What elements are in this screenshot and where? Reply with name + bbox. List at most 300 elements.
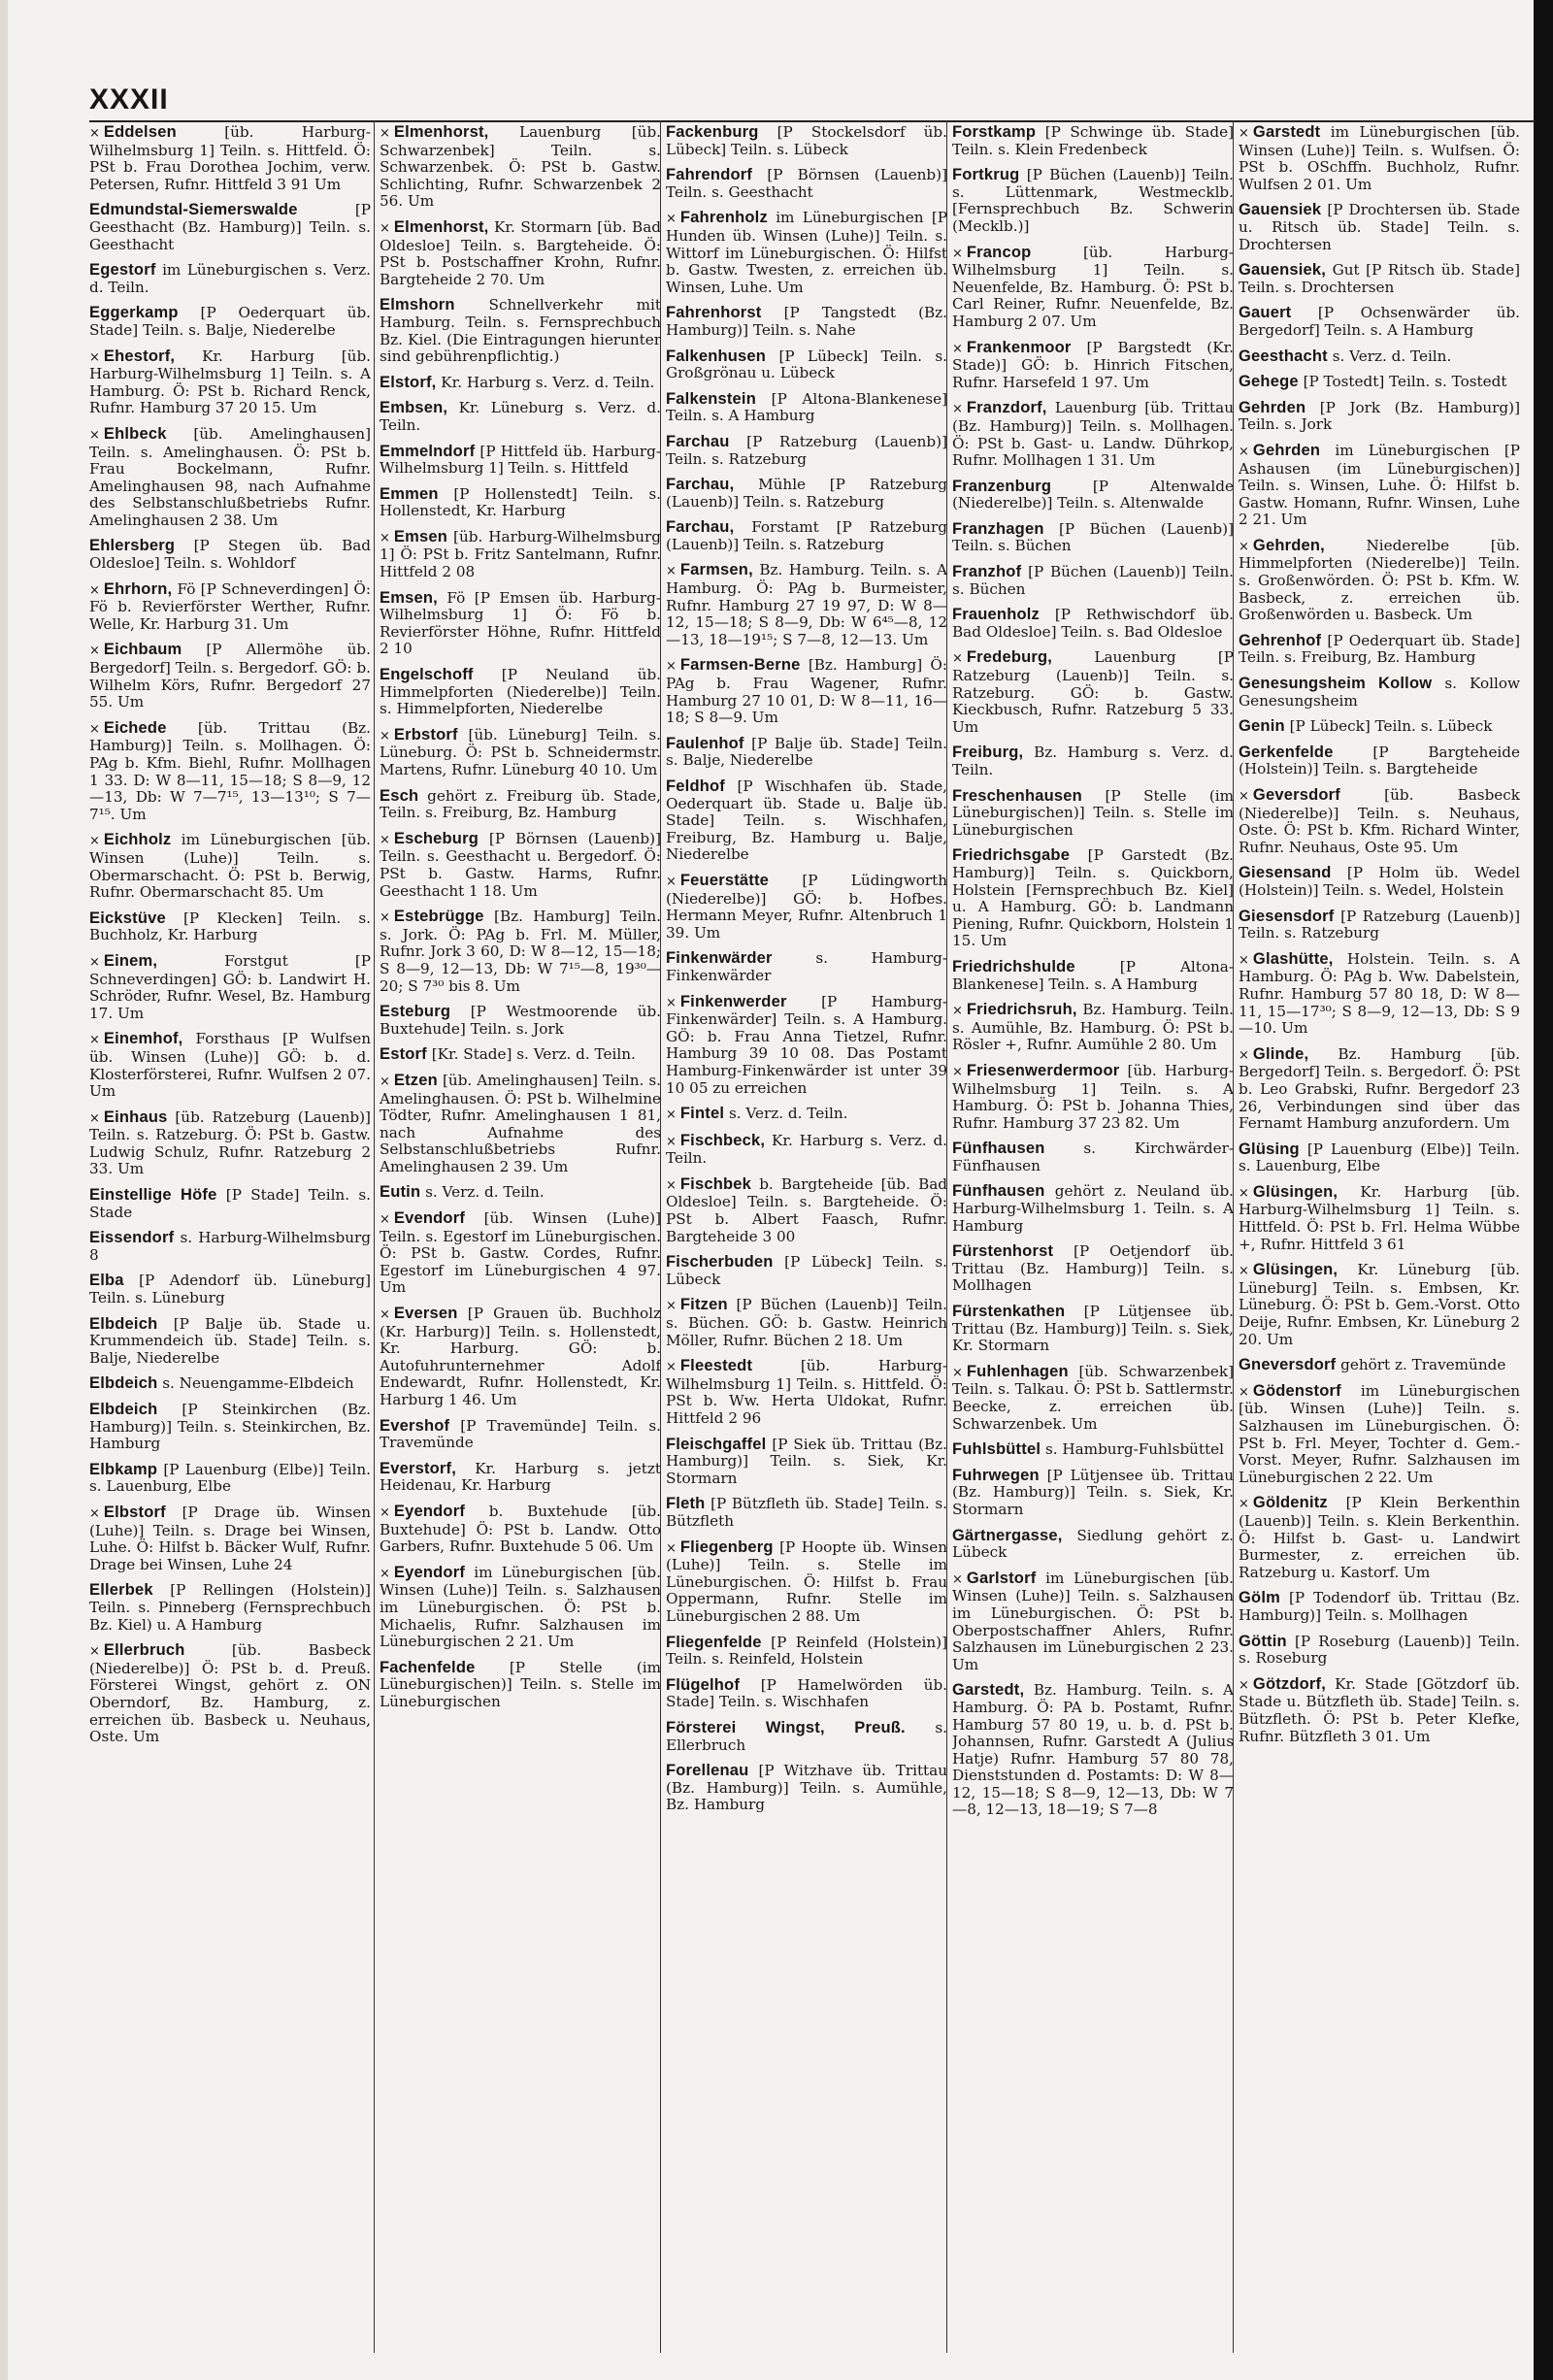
directory-entry: [952, 564, 1234, 598]
post-office-mark-icon: ×: [666, 995, 677, 1010]
entry-text: [üb. Harburg-Wilhelmsburg 1] Ö: PSt b. Fritz Santelmann, Rufnr. Hittfeld 2 08: [380, 527, 661, 581]
post-office-mark-icon: ×: [89, 1033, 100, 1048]
post-office-mark-icon: ×: [380, 910, 390, 926]
entry-text: Fö [P Schneverdingen] Ö: Fö b. Revierförster Werther, Rufnr. Welle, Kr. Harburg 31. Um: [89, 579, 371, 633]
entry-text: im Lüneburgischen [üb. Winsen (Luhe)] Teiln. s. Wulfsen. Ö: PSt b. OSchffn. Buchholz, Rufnr. Wulfsen 2 01. Um: [1239, 124, 1520, 193]
post-office-mark-icon: ×: [380, 530, 390, 545]
post-office-mark-icon: ×: [666, 874, 677, 889]
entry-text: Kr. Harburg s. jetzt Heidenau, Kr. Harburg: [380, 1459, 661, 1495]
post-office-mark-icon: ×: [1239, 1384, 1249, 1400]
entry-headword: Fredeburg,: [966, 648, 1053, 667]
directory-entry: [380, 667, 661, 718]
entry-headword: Farmsen,: [679, 561, 753, 579]
entry-text: s. Kollow Genesungsheim: [1239, 675, 1520, 710]
directory-entry: [1239, 1590, 1520, 1624]
directory-entry: [952, 959, 1234, 993]
entry-text: [P Geesthacht (Bz. Hamburg)] Teiln. s. Geesthacht: [89, 201, 371, 253]
entry-headword: Elbstorf: [103, 1503, 166, 1521]
directory-entry: [952, 400, 1234, 469]
directory-entry: [380, 1504, 661, 1556]
post-office-mark-icon: ×: [380, 1307, 390, 1323]
directory-entry: [380, 788, 661, 822]
entry-text: [üb. Harburg-Wilhelmsburg 1] Teiln. s. A Hamburg. Ö: PSt b. Johanna Thies, Rufnr. Hamburg 37 23 82. Um: [952, 1061, 1234, 1132]
entry-text: Forsthaus [P Wulfsen üb. Winsen (Luhe)] GÖ: b. d. Klosterförsterei, Rufnr. Wulfsen 2 07. Um: [89, 1030, 371, 1101]
entry-headword: Friedrichshulde: [952, 957, 1075, 975]
directory-entry: [89, 832, 371, 901]
entry-text: im Lüneburgischen s. Verz. d. Teiln.: [89, 261, 371, 296]
entry-headword: Fuhrwegen: [952, 1466, 1040, 1484]
directory-entry: [89, 348, 371, 417]
post-office-mark-icon: ×: [380, 1504, 390, 1520]
entry-headword: Fintel: [679, 1105, 725, 1123]
post-office-mark-icon: ×: [89, 427, 100, 443]
entry-headword: Einhaus: [103, 1107, 168, 1126]
directory-entry: [380, 1660, 661, 1711]
directory-entry: [666, 562, 947, 648]
directory-entry: [380, 1184, 661, 1202]
entry-headword: Emmen: [380, 484, 439, 503]
entry-text: [P Rethwischdorf üb. Bad Oldesloe] Teiln. s. Bad Oldesloe: [952, 606, 1234, 641]
post-office-mark-icon: ×: [89, 582, 100, 598]
entry-headword: Fachenfelde: [380, 1658, 476, 1676]
post-office-mark-icon: ×: [666, 564, 677, 579]
directory-entry: [1239, 305, 1520, 339]
entry-text: [P Stelle (im Lüneburgischen)] Teiln. s. Stelle im Lüneburgischen: [952, 786, 1234, 839]
directory-entry: [89, 1109, 371, 1178]
entry-text: [P Altona-Blankenese] Teiln. s. A Hamburg: [952, 957, 1234, 993]
entry-headword: Etzen: [393, 1071, 438, 1089]
entry-headword: Estebrügge: [393, 908, 484, 926]
directory-entry: [1239, 348, 1520, 366]
entry-text: Bz. Hamburg [üb. Bergedorf] Teiln. s. Bergedorf. Ö: PSt b. Leo Grabski, Rufnr. Bergedorf 23 26, Verbindungen sind über das Fernamt Hamburg anzufordern. Um: [1239, 1044, 1520, 1133]
column-4: [952, 124, 1234, 2357]
directory-entry: [1239, 1262, 1520, 1348]
entry-text: [P Drochtersen üb. Stade u. Ritsch üb. Stade] Teiln. s. Drochtersen: [1239, 201, 1520, 253]
entry-headword: Eichede: [103, 718, 167, 737]
entry-text: [P Jork (Bz. Hamburg)] Teiln. s. Jork: [1239, 398, 1520, 434]
entry-text: [P Bützfleth üb. Stade] Teiln. s. Bützfleth: [666, 1495, 947, 1530]
entry-headword: Fürstenkathen: [952, 1303, 1066, 1321]
directory-entry: [952, 1304, 1234, 1355]
entry-text: [P Neuland üb. Himmelpforten (Niederelbe)] Teiln. s. Himmelpforten, Niederelbe: [380, 666, 661, 718]
entry-text: [P Steinkirchen (Bz. Hamburg)] Teiln. s. Steinkirchen, Bz. Hamburg: [89, 1401, 371, 1453]
post-office-mark-icon: ×: [666, 1360, 677, 1375]
entry-text: [Bz. Hamburg] Ö: PAg b. Frau Wagener, Rufnr. Hamburg 27 10 01, D: W 8—11, 16—18; S 8—9. Um: [666, 656, 947, 727]
entry-text: [P Börnsen (Lauenb)] Teiln. s. Geesthacht u. Bergedorf. Ö: PSt b. Gastw. Harms, Rufnr. Geesthacht 1 18. Um: [380, 829, 661, 900]
post-office-mark-icon: ×: [952, 246, 963, 261]
directory-entry: [666, 950, 947, 984]
entry-text: [üb. Lüneburg] Teiln. s. Lüneburg. Ö: PSt b. Schneidermstr. Martens, Rufnr. Lüneburg 40 10. Um: [380, 725, 661, 778]
directory-entry: [89, 1375, 371, 1393]
entry-headword: Eutin: [380, 1183, 421, 1202]
entry-text: Lauenburg [üb. Schwarzenbek] Teiln. s. Schwarzenbek. Ö: PSt b. Gastw. Schlichting, Rufnr. Schwarzenbek 2 56. Um: [380, 124, 661, 211]
entry-headword: Geversdorf: [1252, 786, 1340, 804]
directory-entry: [666, 348, 947, 382]
post-office-mark-icon: ×: [89, 954, 100, 970]
directory-entry: [1239, 538, 1520, 624]
directory-entry: [89, 305, 371, 339]
directory-entry: [380, 590, 661, 658]
directory-entry: [666, 1176, 947, 1245]
entry-headword: Franzhagen: [952, 519, 1044, 538]
entry-headword: Franzenburg: [952, 477, 1052, 495]
directory-entry: [1239, 1676, 1520, 1745]
entry-text: gehört z. Travemünde: [1340, 1356, 1506, 1374]
directory-entry: [380, 444, 661, 478]
entry-text: [üb. Ratzeburg (Lauenb)] Teiln. s. Ratzeburg. Ö: PSt b. Gastw. Ludwig Schulz, Rufnr. Ratzeburg 2 33. Um: [89, 1107, 371, 1178]
directory-entry: [89, 1504, 371, 1573]
entry-text: [P Allermöhe üb. Bergedorf] Teiln. s. Bergedorf. GÖ: b. Wilhelm Körs, Rufnr. Bergedorf 27 55. Um: [89, 641, 371, 711]
entry-text: Kr. Harburg s. Verz. d. Teiln.: [441, 373, 655, 391]
directory-entry: [1239, 633, 1520, 667]
entry-text: [P Hollenstedt] Teiln. s. Hollenstedt, Kr. Harburg: [380, 484, 661, 520]
entry-headword: Fortkrug: [952, 166, 1020, 184]
entry-headword: Eyendorf: [393, 1563, 466, 1581]
post-office-mark-icon: ×: [952, 1064, 963, 1079]
directory-entry: [952, 1183, 1234, 1235]
entry-text: s. Verz. d. Teiln.: [728, 1105, 848, 1123]
entry-headword: Emsen,: [380, 588, 438, 607]
entry-text: [P Hamburg-Finkenwärder] Teiln. s. A Hamburg. GÖ: b. Frau Anna Tietzel, Rufnr. Hamburg 39 10 08. Das Postamt Hamburg-Finkenwärder ist unter 39 10 05 zu erreichen: [666, 992, 947, 1097]
directory-entry: [1239, 744, 1520, 778]
directory-entry: [380, 400, 661, 434]
entry-headword: Genesungsheim Kollow: [1239, 675, 1433, 693]
column-2: [380, 124, 661, 2357]
entry-text: [P Büchen (Lauenb)] Teiln. s. Lüttenmark, Westmecklb. [Fernsprechbuch Bz. Schwerin (Mecklb.)]: [952, 166, 1234, 235]
directory-entry: [952, 1002, 1234, 1054]
entry-text: s. Kirchwärder-Fünfhausen: [952, 1140, 1234, 1174]
directory-entry: [1239, 1634, 1520, 1668]
directory-entry: [952, 1063, 1234, 1132]
post-office-mark-icon: ×: [666, 1107, 677, 1123]
entry-text: [P Lübeck] Teiln. s. Großgrönau u. Lübeck: [666, 347, 947, 382]
post-office-mark-icon: ×: [1239, 126, 1249, 141]
entry-text: [üb. Basbeck (Niederelbe)] Teiln. s. Neuhaus, Oste. Ö: PSt b. Kfm. Richard Winter, Rufnr. Neuhaus, Oste 95. Um: [1239, 786, 1520, 856]
directory-entry: [380, 1004, 661, 1038]
directory-entry: [1239, 1184, 1520, 1253]
entry-headword: Gärtnergasse,: [952, 1526, 1063, 1544]
directory-entry: [952, 1364, 1234, 1433]
directory-entry: [380, 727, 661, 779]
directory-entry: [1239, 676, 1520, 710]
entry-text: [üb. Harburg-Wilhelmsburg 1] Teiln. s. Hittfeld. Ö: PSt b. Frau Dorothea Jochim, verw. Petersen, Rufnr. Hittfeld 3 91 Um: [89, 124, 371, 193]
directory-entry: [380, 1046, 661, 1064]
directory-entry: [666, 391, 947, 425]
entry-text: [P Westmoorende üb. Buxtehude] Teiln. s. Jork: [380, 1003, 661, 1038]
post-office-mark-icon: ×: [1239, 1047, 1249, 1063]
entry-headword: Eddelsen: [103, 124, 177, 141]
post-office-mark-icon: ×: [380, 1074, 390, 1089]
entry-headword: Edmundstal-Siemerswalde: [89, 201, 298, 219]
post-office-mark-icon: ×: [89, 349, 100, 365]
entry-headword: Götzdorf,: [1252, 1674, 1327, 1693]
directory-entry: [380, 375, 661, 392]
directory-entry: [952, 744, 1234, 778]
entry-headword: Frauenholz: [952, 606, 1041, 624]
entry-headword: Gneversdorf: [1239, 1356, 1337, 1374]
entry-headword: Fünfhausen: [952, 1140, 1045, 1158]
directory-entry: [952, 607, 1234, 641]
post-office-mark-icon: ×: [952, 1571, 963, 1587]
directory-entry: [666, 519, 947, 553]
entry-text: [P Lauenburg (Elbe)] Teiln. s. Lauenburg, Elbe: [1239, 1140, 1520, 1175]
entry-headword: Garstedt,: [952, 1681, 1025, 1700]
directory-entry: [1239, 400, 1520, 434]
entry-text: Bz. Hamburg. Teiln. s. Aumühle, Bz. Hamburg. Ö: PSt b. Rösler +, Rufnr. Aumühle 2 80. Um: [952, 1001, 1234, 1054]
entry-text: b. Buxtehude [üb. Buxtehude] Ö: PSt b. Landw. Otto Garbers, Rufnr. Buxtehude 5 06. Um: [380, 1502, 661, 1556]
entry-text: [P Hoopte üb. Winsen (Luhe)] Teiln. s. Stelle im Lüneburgischen. Ö: Hilfst b. Frau Oppermann, Rufnr. Stelle im Lüneburgischen 2 88. Um: [666, 1537, 947, 1625]
entry-text: Kr. Lüneburg s. Verz. d. Teiln.: [380, 399, 661, 434]
entry-headword: Finkenwärder: [666, 949, 773, 968]
entry-headword: Finkenwerder: [679, 992, 787, 1010]
directory-entry: [666, 1133, 947, 1168]
entry-headword: Gauensiek,: [1239, 261, 1327, 280]
directory-entry: [89, 953, 371, 1022]
post-office-mark-icon: ×: [1239, 1185, 1249, 1201]
entry-headword: Einem,: [103, 951, 158, 970]
entry-text: s. Verz. d. Teiln.: [1332, 347, 1452, 365]
entry-text: Niederelbe [üb. Himmelpforten (Niederelbe)] Teiln. s. Großenwörden. Ö: PSt b. Kfm. W. Basbeck, z. erreichen üb. Großenwörden u. Basbeck. Um: [1239, 536, 1520, 624]
directory-entry: [666, 477, 947, 511]
entry-text: Bz. Hamburg. Teiln. s. A Hamburg. Ö: PAg b. Burmeister, Rufnr. Hamburg 27 19 97, D: W 8—12, 15—18; S 8—9, Db: W 6⁴⁵—8, 12—13, 18—19¹⁵; S 7—8, 12—13. Um: [666, 561, 947, 648]
column-5: [1239, 124, 1520, 2357]
directory-entry: [89, 720, 371, 824]
directory-entry: [380, 1461, 661, 1495]
entry-text: [P Siek üb. Trittau (Bz. Hamburg)] Teiln. s. Siek, Kr. Stormarn: [666, 1435, 947, 1487]
post-office-mark-icon: ×: [380, 1212, 390, 1228]
entry-text: [üb. Winsen (Luhe)] Teiln. s. Egestorf im Lüneburgischen. Ö: PSt b. Gastw. Cordes, Rufnr. Egestorf im Lüneburgischen 4 97. Um: [380, 1209, 661, 1297]
directory-entry: [952, 479, 1234, 512]
column-3: [666, 124, 947, 2357]
directory-entry: [1239, 1495, 1520, 1581]
entry-text: [P Börnsen (Lauenb)] Teiln. s. Geesthacht: [666, 166, 947, 201]
entry-headword: Evershof: [380, 1416, 450, 1435]
directory-entry: [952, 1243, 1234, 1295]
entry-headword: Frankenmoor: [966, 338, 1072, 356]
directory-entry: [380, 909, 661, 995]
entry-headword: Gehege: [1239, 373, 1299, 391]
entry-headword: Garstedt: [1252, 124, 1321, 141]
entry-text: [P Lüdingworth (Niederelbe)] GÖ: b. Hofbes. Hermann Meyer, Rufnr. Altenbruch 1 39. Um: [666, 871, 947, 942]
entry-headword: Ellerbek: [89, 1581, 153, 1600]
directory-entry: [952, 847, 1234, 950]
entry-headword: Glüsingen,: [1252, 1182, 1338, 1201]
post-office-mark-icon: ×: [952, 1004, 963, 1019]
entry-text: [P Todendorf üb. Trittau (Bz. Hamburg)] Teiln. s. Mollhagen: [1239, 1589, 1520, 1624]
entry-headword: Eichholz: [103, 831, 172, 849]
post-office-mark-icon: ×: [380, 1566, 390, 1581]
entry-headword: Emsen: [393, 527, 448, 545]
directory-entry: [666, 1437, 947, 1488]
entry-headword: Göldenitz: [1252, 1494, 1328, 1512]
directory-entry: [666, 210, 947, 296]
post-office-mark-icon: ×: [666, 1134, 677, 1149]
post-office-mark-icon: ×: [380, 220, 390, 236]
entry-text: [P Hamelwörden üb. Stade] Teiln. s. Wischhafen: [666, 1675, 947, 1711]
directory-entry: [380, 831, 661, 900]
entry-headword: Garlstorf: [966, 1569, 1037, 1587]
post-office-mark-icon: ×: [666, 1540, 677, 1556]
entry-text: [P Wischhafen üb. Stade, Oederquart üb. Stade u. Balje üb. Stade] Teiln. s. Wischhafen, Freiburg, Bz. Hamburg u. Balje, Niederelbe: [666, 777, 947, 864]
entry-headword: Gehrden: [1252, 441, 1321, 459]
header-rule: [89, 120, 1536, 122]
directory-entry: [666, 736, 947, 770]
entry-headword: Francop: [966, 243, 1032, 261]
post-office-mark-icon: ×: [666, 1177, 677, 1193]
entry-headword: Emmelndorf: [380, 442, 476, 460]
entry-text: Siedlung gehört z. Lübeck: [952, 1526, 1234, 1562]
post-office-mark-icon: ×: [380, 126, 390, 141]
entry-headword: Genin: [1239, 717, 1285, 736]
entry-text: [üb. Harburg-Wilhelmsburg 1] Teiln. s. Hittfeld. Ö: PSt b. Ww. Herta Uldokat, Rufnr. Hittfeld 2 96: [666, 1357, 947, 1427]
entry-headword: Giesensdorf: [1239, 907, 1335, 925]
entry-headword: Giesensand: [1239, 864, 1332, 882]
entry-headword: Elstorf,: [380, 373, 437, 391]
entry-text: [P Balje üb. Stade u. Krummendeich üb. Stade] Teiln. s. Balje, Niederelbe: [89, 1314, 371, 1367]
post-office-mark-icon: ×: [952, 651, 963, 667]
directory-entry: [89, 642, 371, 711]
directory-entry: [1239, 124, 1520, 193]
entry-text: [P Lübeck] Teiln. s. Lübeck: [1289, 717, 1493, 736]
entry-text: [P Klein Berkenthin (Lauenb)] Teiln. s. Klein Berkenthin. Ö: Hilfst b. Gast- u. Landwirt Burmester, z. erreichen üb. Ratzeburg u. Kastorf. Um: [1239, 1494, 1520, 1581]
entry-text: [P Schwinge üb. Stade] Teiln. s. Klein Fredenbeck: [952, 124, 1234, 158]
entry-headword: Evendorf: [393, 1209, 466, 1228]
entry-headword: Gehrden,: [1252, 536, 1325, 554]
directory-entry: [1239, 202, 1520, 253]
post-office-mark-icon: ×: [952, 341, 963, 356]
entry-headword: Ehlersberg: [89, 537, 176, 555]
directory-entry: [89, 124, 371, 193]
post-office-mark-icon: ×: [89, 721, 100, 737]
entry-headword: Eggerkamp: [89, 304, 179, 322]
directory-entry: [89, 1642, 371, 1746]
entry-text: [P Drage üb. Winsen (Luhe)] Teiln. s. Drage bei Winsen, Luhe. Ö: Hilfst b. Bäcker Wulf, Rufnr. Drage bei Winsen, Luhe 24: [89, 1503, 371, 1573]
entry-text: [Bz. Hamburg] Teiln. s. Jork. Ö: PAg b. Frl. M. Müller, Rufnr. Jork 3 60, D: W 8—12, 15—18; S 8—9, 12—13, Db: W 7¹⁵—8, 19³⁰—20; S 7³⁰ bis 8. Um: [380, 908, 661, 995]
entry-text: [P Ratzeburg (Lauenb)] Teiln. s. Ratzeburg: [1239, 907, 1520, 942]
entry-headword: Gölm: [1239, 1589, 1280, 1607]
entry-text: [P Klecken] Teiln. s. Buchholz, Kr. Harburg: [89, 909, 371, 944]
entry-text: im Lüneburgischen [P Ashausen (im Lüneburgischen)] Teiln. s. Winsen, Luhe. Ö: Hilfst b. Gastw. Homann, Rufnr. Winsen, Luhe 2 21. Um: [1239, 441, 1520, 529]
post-office-mark-icon: ×: [380, 728, 390, 744]
page-left-margin: [0, 0, 8, 2380]
entry-headword: Fackenburg: [666, 124, 759, 141]
directory-entry: [380, 1418, 661, 1452]
directory-entry: [666, 657, 947, 726]
entry-headword: Fahrendorf: [666, 166, 753, 184]
entry-text: Fö [P Emsen üb. Harburg-Wilhelmsburg 1] Ö: Fö b. Revierförster Höhne, Rufnr. Hittfeld 2 10: [380, 588, 661, 658]
directory-entry: [666, 434, 947, 468]
directory-entry: [89, 202, 371, 253]
entry-text: Kr. Stade [Götzdorf üb. Stade u. Bützfleth üb. Stade] Teiln. s. Bützfleth. Ö: PSt b. Peter Klefke, Rufnr. Bützfleth 3 01. Um: [1239, 1674, 1520, 1745]
entry-text: [P Adendorf üb. Lüneburg] Teiln. s. Lüneburg: [89, 1272, 371, 1307]
entry-headword: Elmenhorst,: [393, 217, 489, 236]
directory-entry: [89, 538, 371, 572]
entry-text: Holstein. Teiln. s. A Hamburg. Ö: PAg b. Ww. Dabelstein, Rufnr. Hamburg 57 80 18, D: W 8—11, 15—17³⁰; S 8—9, 12—13, Db: S 9—10. Um: [1239, 949, 1520, 1038]
directory-entry: [952, 340, 1234, 392]
entry-headword: Embsen,: [380, 399, 448, 417]
entry-text: [P Lütjensee üb. Trittau (Bz. Hamburg)] Teiln. s. Siek, Kr. Stormarn: [952, 1303, 1234, 1355]
directory-entry: [666, 124, 947, 158]
entry-headword: Escheburg: [393, 829, 479, 847]
directory-entry: [666, 1539, 947, 1626]
directory-entry: [1239, 865, 1520, 899]
entry-headword: Gödenstorf: [1252, 1381, 1341, 1400]
directory-entry: [1239, 787, 1520, 856]
entry-headword: Falkenhusen: [666, 347, 767, 365]
entry-text: [P Oederquart üb. Stade] Teiln. s. Freiburg, Bz. Hamburg: [1239, 631, 1520, 667]
directory-entry: [666, 873, 947, 942]
entry-headword: Fliegenfelde: [666, 1633, 762, 1651]
post-office-mark-icon: ×: [952, 402, 963, 417]
entry-headword: Forellenau: [666, 1762, 749, 1780]
directory-entry: [952, 1468, 1234, 1519]
entry-text: gehört z. Neuland üb. Harburg-Wilhelmsburg 1. Teiln. s. A Hamburg: [952, 1182, 1234, 1235]
directory-entry: [666, 1677, 947, 1711]
entry-text: s. Neuengamme-Elbdeich: [162, 1374, 354, 1393]
directory-entry: [89, 1273, 371, 1306]
entry-headword: Glüsingen,: [1252, 1261, 1338, 1279]
directory-entry: [1239, 1357, 1520, 1374]
entry-headword: Fischbek: [679, 1174, 752, 1193]
directory-entry: [1239, 374, 1520, 391]
entry-headword: Everstorf,: [380, 1459, 457, 1477]
entry-headword: Gerkenfelde: [1239, 743, 1334, 761]
scan-dark-edge: [1534, 0, 1553, 2380]
post-office-mark-icon: ×: [89, 126, 100, 141]
entry-text: Kr. Harburg [üb. Harburg-Wilhelmsburg 1] Teiln. s. Hittfeld. Ö: PSt b. Frl. Helma Wübbe +, Rufnr. Hittfeld 3 61: [1239, 1182, 1520, 1253]
entry-text: gehört z. Freiburg üb. Stade, Teiln. s. Freiburg, Bz. Hamburg: [380, 786, 661, 822]
entry-headword: Freiburg,: [952, 744, 1024, 762]
entry-text: im Lüneburgischen [üb. Winsen (Luhe)] Teiln. s. Obermarschacht. Ö: PSt b. Berwig, Rufnr. Obermarschacht 85. Um: [89, 831, 371, 902]
entry-headword: Fischerbuden: [666, 1253, 774, 1272]
entry-headword: Franzhof: [952, 563, 1022, 581]
entry-headword: Eichbaum: [103, 641, 182, 659]
post-office-mark-icon: ×: [380, 832, 390, 847]
entry-headword: Elba: [89, 1272, 124, 1290]
post-office-mark-icon: ×: [952, 1365, 963, 1380]
directory-entry: [952, 521, 1234, 555]
page-number: XXXII: [89, 83, 169, 116]
entry-text: [P Roseburg (Lauenb)] Teiln. s. Roseburg: [1239, 1632, 1520, 1668]
entry-text: [P Oederquart üb. Stade] Teiln. s. Balje, Niederelbe: [89, 304, 371, 339]
entry-text: [üb. Schwarzenbek] Teiln. s. Talkau. Ö: PSt b. Sattlermstr. Beecke, z. erreichen üb. Schwarzenbek. Um: [952, 1362, 1234, 1433]
entry-headword: Elmshorn: [380, 296, 455, 314]
directory-entry: [666, 1763, 947, 1814]
entry-headword: Estorf: [380, 1045, 427, 1064]
entry-text: s. Verz. d. Teiln.: [425, 1183, 545, 1202]
entry-text: [P Garstedt (Bz. Hamburg)] Teiln. s. Quickborn, Holstein [Fernsprechbuch Bz. Kiel] u. A Hamburg. GÖ: b. Landmann Piening, Rufnr. Quickborn, Holstein 1 15. Um: [952, 846, 1234, 950]
post-office-mark-icon: ×: [89, 1110, 100, 1126]
directory-entry: [380, 486, 661, 520]
post-office-mark-icon: ×: [666, 659, 677, 675]
directory-entry: [1239, 262, 1520, 296]
entry-headword: Engelschoff: [380, 666, 474, 684]
directory-entry: [1239, 1046, 1520, 1133]
entry-text: [P Altona-Blankenese] Teiln. s. A Hamburg: [666, 389, 947, 425]
entry-headword: Fürstenhorst: [952, 1242, 1054, 1261]
directory-entry: [89, 910, 371, 944]
directory-entry: [89, 1316, 371, 1368]
entry-headword: Fahrenhorst: [666, 304, 762, 322]
entry-headword: Geesthacht: [1239, 347, 1328, 365]
entry-headword: Glashütte,: [1252, 949, 1334, 968]
post-office-mark-icon: ×: [1239, 789, 1249, 804]
post-office-mark-icon: ×: [89, 1644, 100, 1660]
entry-headword: Gauert: [1239, 304, 1292, 322]
entry-headword: Elbdeich: [89, 1374, 158, 1393]
entry-headword: Fuhlsbüttel: [952, 1440, 1041, 1459]
entry-headword: Einstellige Höfe: [89, 1186, 217, 1205]
